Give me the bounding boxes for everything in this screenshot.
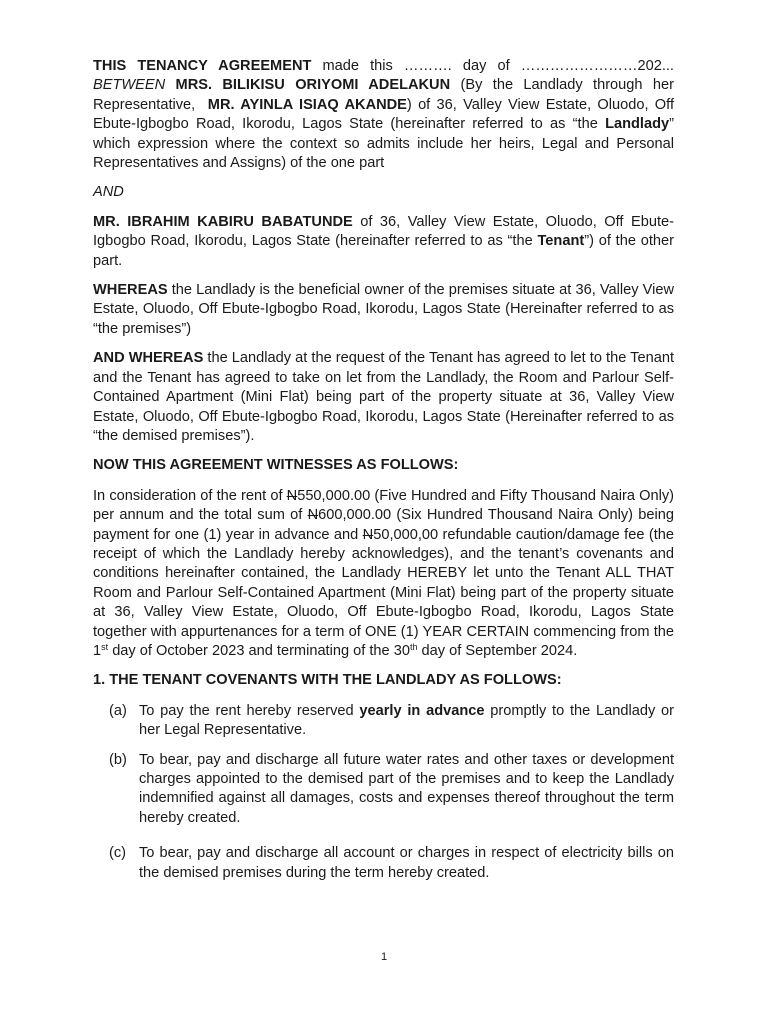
whereas-text: the Landlady is the beneficial owner of the premises situate at 36, Valley View Estate, Oluodo, Off Ebute-Igbogbo Road, Ikorodu, Lagos State (Hereinafter referred to as “the premises”) [93, 282, 674, 337]
tenant-address: of 36, Valley View Estate, Oluodo, Off Ebute-Igbogbo Road, Ikorodu, Lagos State (hereinafter referred to as “the [93, 213, 674, 250]
consideration-text-1: In consideration of the rent of [93, 487, 287, 504]
representative-name: MR. AYINLA ISIAQ AKANDE [207, 96, 407, 113]
landlady-tail: ” which expression where the context so admits include her heirs, Legal and Personal Representatives and Assigns) of the one part [93, 116, 674, 172]
made-this-text: made this ………. day of ……………………202... [322, 58, 674, 74]
list-marker: (a) [109, 702, 127, 719]
covenant-text: To bear, pay and discharge all future water rates and other taxes or development charges appointed to the demised part of the premises and to keep the Landlady indemnified against all damages, costs and expenses thereof throughout the term hereby created. [139, 751, 674, 826]
page-number: 1 [380, 951, 388, 963]
and-whereas-text: the Landlady at the request of the Tenant has agreed to let to the Tenant and the Tenant has agreed to take on let from the Landlady, the Room and Parlour Self-Contained Apartment (Mini Flat) being part of the property situate at 36, Valley View Estate, Oluodo, Off Ebute-Igbogbo Road, Ikorodu, Lagos State (Hereinafter referred to as “the demised premises”). [93, 350, 674, 444]
ordinal-suffix: st [101, 641, 109, 652]
whereas-label: WHEREAS [93, 282, 168, 299]
and-label: AND [93, 184, 124, 201]
consideration-text-2: 550,000.00 (Five Hundred and Fifty Thousand Naira Only) per annum and the total sum of [93, 487, 674, 524]
between-label: BETWEEN [93, 77, 166, 94]
list-item [93, 751, 674, 829]
tenant-tail: ”) of the other part. [93, 233, 674, 269]
consideration-text-5: day of October 2023 and terminating of the 30 [108, 642, 410, 659]
covenant-emphasis: yearly in advance [359, 702, 485, 719]
landlady-name: MRS. BILIKISU ORIYOMI ADELAKUN [175, 77, 451, 94]
naira-symbol: N [362, 526, 374, 543]
preamble-paragraph [93, 57, 674, 173]
consideration-text-6: day of September 2024. [417, 642, 578, 659]
and-whereas-label: AND WHEREAS [93, 350, 204, 367]
and-paragraph [93, 183, 674, 202]
whereas-paragraph [93, 281, 674, 339]
witnesses-heading: NOW THIS AGREEMENT WITNESSES AS FOLLOWS: [93, 457, 459, 474]
covenant-text: To pay the rent hereby reserved [139, 702, 360, 719]
landlady-rep-text: (By the Landlady through her Representative, [93, 77, 674, 113]
naira-symbol: N [286, 487, 298, 504]
tenant-name: MR. IBRAHIM KABIRU BABATUNDE [93, 213, 353, 230]
list-marker: (b) [109, 751, 127, 768]
tenant-paragraph [93, 213, 674, 271]
list-item [93, 844, 674, 883]
and-whereas-paragraph [93, 349, 674, 446]
landlady-term: Landlady [605, 116, 670, 133]
landlady-address: ) of 36, Valley View Estate, Oluodo, Off Ebute-Igbogbo Road, Ikorodu, Lagos State (hereinafter referred to as “the [93, 96, 674, 133]
consideration-paragraph [93, 487, 674, 662]
list-marker: (c) [109, 845, 127, 862]
agreement-title: THIS TENANCY AGREEMENT [93, 58, 312, 74]
tenant-term: Tenant [537, 233, 585, 250]
list-item [93, 702, 674, 741]
naira-symbol: N [307, 507, 319, 524]
consideration-text-3: 600,000.00 (Six Hundred Thousand Naira Only) being payment for one (1) year in advance and [93, 507, 674, 543]
covenants-heading: 1. THE TENANT COVENANTS WITH THE LANDLADY AS FOLLOWS: [93, 672, 562, 689]
covenant-text: To bear, pay and discharge all account or charges in respect of electricity bills on the demised premises during the term hereby created. [139, 845, 674, 881]
document-page [93, 57, 674, 893]
ordinal-suffix: th [409, 641, 418, 652]
consideration-text-4: 50,000,00 refundable caution/damage fee (the receipt of which the Landlady hereby acknowledges), and the tenant’s covenants and conditions hereinafter contained, the Landlady HEREBY let unto the Tenant ALL THAT Room and Parlour Self-Contained Apartment (Mini Flat) being part of the property situate at 36, Valley View Estate, Oluodo, Off Ebute-Igbogbo Road, Ikorodu, Lagos State together with appurtenances for a term of ONE (1) YEAR CERTAIN commencing from the 1 [93, 526, 674, 659]
covenant-text: promptly to the Landlady or her Legal Representative. [139, 702, 674, 739]
covenants-list [93, 702, 674, 883]
